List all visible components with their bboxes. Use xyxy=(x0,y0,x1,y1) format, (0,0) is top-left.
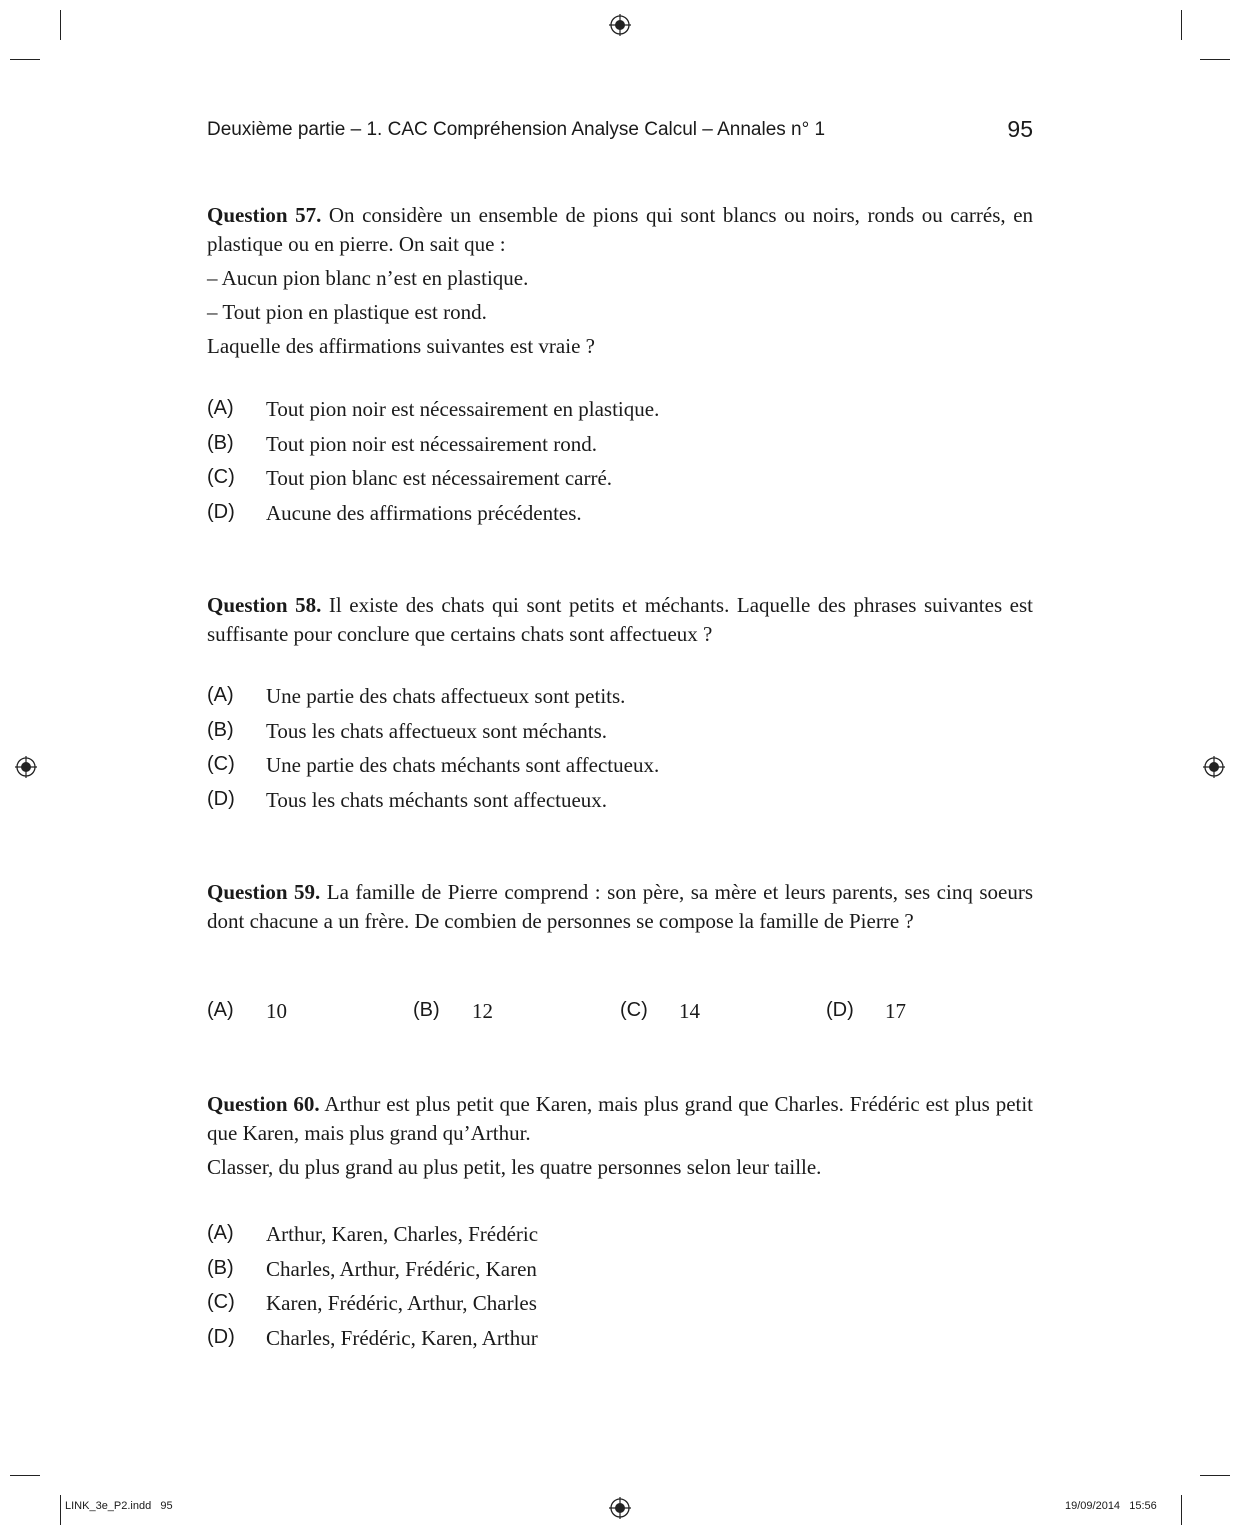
registration-mark-icon xyxy=(1203,756,1225,778)
crop-mark-bottom-left-h xyxy=(10,1475,40,1476)
question-label: Question 57. xyxy=(207,203,322,227)
question-57-premise-2: – Tout pion en plastique est rond. xyxy=(207,300,487,324)
option-letter: (D) xyxy=(826,999,854,1021)
answer-option[interactable] xyxy=(207,1222,1033,1257)
option-text: Tous les chats affectueux sont méchants. xyxy=(266,718,608,743)
option-text: Une partie des chats affectueux sont petits. xyxy=(266,684,626,708)
answer-option[interactable] xyxy=(207,1257,1033,1292)
crop-mark-top-left-h xyxy=(10,59,40,60)
answer-option[interactable] xyxy=(207,684,1033,719)
option-letter: (B) xyxy=(207,431,234,454)
answer-option[interactable] xyxy=(207,466,1033,501)
option-letter: (D) xyxy=(207,500,235,523)
registration-mark-icon xyxy=(15,756,37,778)
question-60-intro: Question 60. Arthur est plus petit que Karen, mais plus grand que Charles. Frédéric est plus petit que Karen, mais plus grand qu’Arthur. xyxy=(207,1092,1034,1145)
header-title: Deuxième partie – 1. CAC Compréhension Analyse Calcul – Annales n° 1 xyxy=(207,119,826,140)
option-text: Karen, Frédéric, Arthur, Charles xyxy=(266,1291,537,1315)
option-letter: (D) xyxy=(207,787,235,810)
option-text: 14 xyxy=(679,999,700,1023)
option-letter: (B) xyxy=(207,718,234,741)
option-text: Aucune des affirmations précédentes. xyxy=(266,500,582,525)
answer-option[interactable] xyxy=(207,753,1033,788)
question-58 xyxy=(207,591,1033,649)
answer-option[interactable] xyxy=(207,501,1033,536)
option-text: Tout pion noir est nécessairement rond. xyxy=(266,431,597,456)
option-text: Tous les chats méchants sont affectueux. xyxy=(266,787,608,812)
option-text: Une partie des chats méchants sont affectueux. xyxy=(266,753,660,777)
page-number: 95 xyxy=(1007,116,1033,142)
option-letter: (A) xyxy=(207,1222,234,1244)
question-59-options xyxy=(207,999,1033,1033)
question-57-premise-1: – Aucun pion blanc n’est en plastique. xyxy=(207,266,529,290)
question-60-prompt: Classer, du plus grand au plus petit, les quatre personnes selon leur taille. xyxy=(207,1155,822,1179)
crop-mark-bottom-right-h xyxy=(1200,1475,1230,1476)
option-text: 10 xyxy=(266,999,287,1023)
crop-mark-top-left-v xyxy=(60,10,61,40)
question-60 xyxy=(207,1090,1033,1182)
question-59-intro: Question 59. La famille de Pierre comprend : son père, sa mère et leurs parents, ses cinq soeurs dont chacune a un frère. De combien de personnes se compose la famille de Pierre ? xyxy=(207,880,1033,933)
answer-option[interactable] xyxy=(207,788,1033,823)
option-letter: (C) xyxy=(620,999,648,1021)
option-text: Charles, Arthur, Frédéric, Karen xyxy=(266,1256,537,1281)
answer-option[interactable] xyxy=(207,432,1033,467)
question-57-intro: Question 57. On considère un ensemble de pions qui sont blancs ou noirs, ronds ou carrés, en plastique ou en pierre. On sait que : xyxy=(207,203,1034,256)
question-57-prompt: Laquelle des affirmations suivantes est vraie ? xyxy=(207,334,595,358)
answer-option[interactable] xyxy=(207,1326,1033,1361)
crop-mark-top-right-v xyxy=(1181,10,1182,40)
answer-option[interactable] xyxy=(207,1291,1033,1326)
running-header xyxy=(207,116,1033,146)
option-letter: (A) xyxy=(207,684,234,706)
option-text: Tout pion blanc est nécessairement carré. xyxy=(266,466,613,490)
registration-mark-icon xyxy=(609,1497,631,1519)
registration-mark-icon xyxy=(609,14,631,36)
question-58-intro: Question 58. Il existe des chats qui sont petits et méchants. Laquelle des phrases suivantes est suffisante pour conclure que certains chats sont affectueux ? xyxy=(207,593,1034,646)
question-label: Question 58. xyxy=(207,593,322,617)
option-letter: (A) xyxy=(207,397,234,419)
option-letter: (B) xyxy=(413,999,440,1021)
slug-filename: LINK_3e_P2.indd 95 xyxy=(65,1500,173,1512)
option-text: Tout pion noir est nécessairement en plastique. xyxy=(266,397,660,421)
option-letter: (C) xyxy=(207,1291,235,1313)
option-text: 12 xyxy=(472,999,493,1023)
crop-mark-bottom-right-v xyxy=(1181,1495,1182,1525)
option-letter: (D) xyxy=(207,1325,235,1348)
option-letter: (C) xyxy=(207,466,235,488)
question-label: Question 60. xyxy=(207,1092,320,1116)
option-text: 17 xyxy=(885,999,906,1023)
question-label: Question 59. xyxy=(207,880,321,904)
option-text: Arthur, Karen, Charles, Frédéric xyxy=(266,1222,539,1246)
question-60-options xyxy=(207,1222,1033,1360)
option-text: Charles, Frédéric, Karen, Arthur xyxy=(266,1325,538,1350)
question-57 xyxy=(207,201,1033,361)
option-letter: (C) xyxy=(207,753,235,775)
slug-date: 19/09/2014 15:56 xyxy=(1065,1500,1157,1512)
question-57-options xyxy=(207,397,1033,535)
question-58-options xyxy=(207,684,1033,822)
answer-option[interactable] xyxy=(207,397,1033,432)
crop-mark-bottom-left-v xyxy=(60,1495,61,1525)
option-letter: (A) xyxy=(207,999,234,1021)
option-letter: (B) xyxy=(207,1256,234,1279)
question-59 xyxy=(207,878,1033,936)
crop-mark-top-right-h xyxy=(1200,59,1230,60)
answer-option[interactable] xyxy=(207,719,1033,754)
